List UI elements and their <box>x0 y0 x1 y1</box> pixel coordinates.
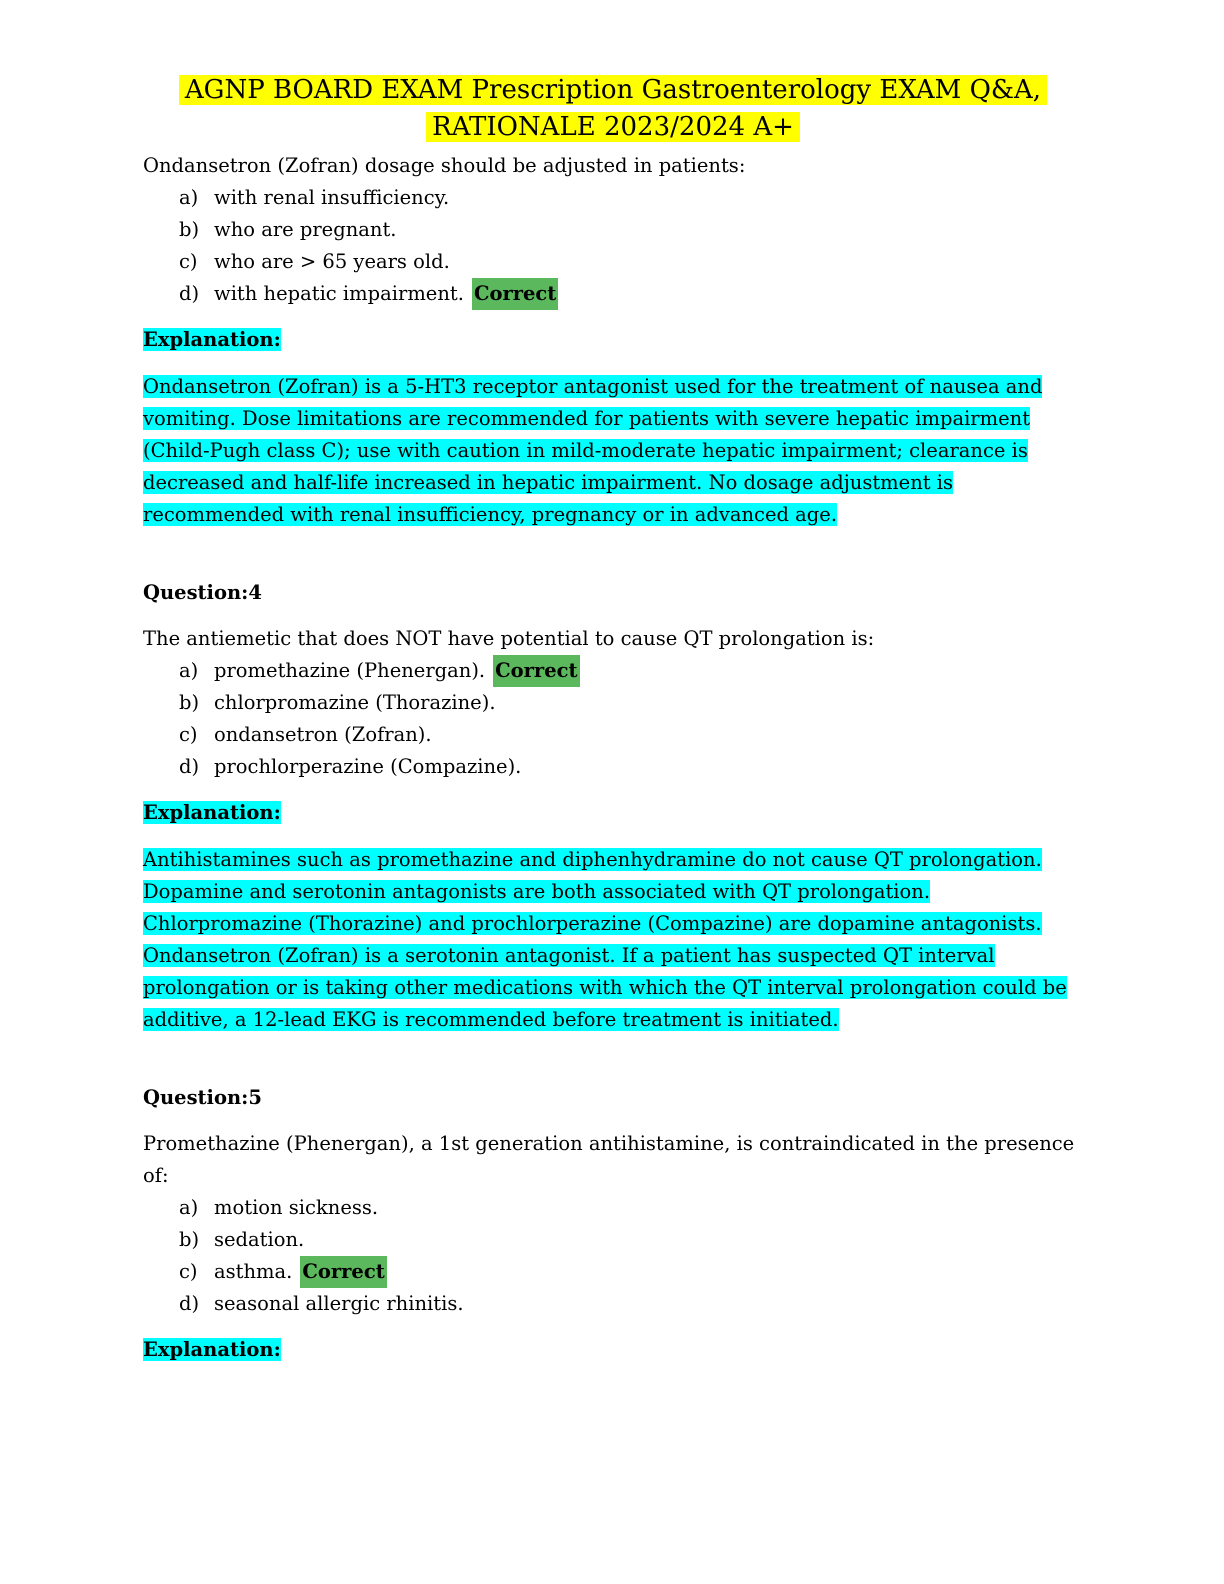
option-a <box>179 182 1083 214</box>
explanation-label <box>143 1334 1083 1366</box>
explanation-text <box>143 371 1083 531</box>
option-d <box>179 751 1083 783</box>
option-text: promethazine (Phenergan). <box>214 659 486 682</box>
explanation-body: Antihistamines such as promethazine and diphenhydramine do not cause QT prolongation. Dopamine and serotonin antagonists are both associated with QT prolongation. Chlorpromazine (Thorazine) and prochlorperazine (Compazine) are dopamine antagonists. Ondansetron (Zofran) is a serotonin antagonist. If a patient has suspected QT interval prolongation or is taking other medications with which the QT interval prolongation could be additive, a 12-lead EKG is recommended before treatment is initiated. <box>143 848 1067 1031</box>
explanation-label <box>143 324 1083 356</box>
correct-badge: Correct <box>493 655 579 687</box>
explanation-body: Ondansetron (Zofran) is a 5-HT3 receptor antagonist used for the treatment of nausea and vomiting. Dose limitations are recommended for patients with severe hepatic impairment (Child-Pugh class C); use with caution in mild-moderate hepatic impairment; clearance is decreased and half-life increased in hepatic impairment. No dosage adjustment is recommended with renal insufficiency, pregnancy or in advanced age. <box>143 375 1043 526</box>
correct-badge: Correct <box>472 278 558 310</box>
option-text: seasonal allergic rhinitis. <box>214 1292 464 1315</box>
option-text: with renal insufficiency. <box>214 186 450 209</box>
title-line-2: RATIONALE 2023/2024 A+ <box>426 112 800 142</box>
title-line-1: AGNP BOARD EXAM Prescription Gastroenterology EXAM Q&A, <box>179 75 1047 105</box>
option-b <box>179 1224 1083 1256</box>
question-text: Ondansetron (Zofran) dosage should be adjusted in patients: <box>143 154 746 177</box>
question-text: Promethazine (Phenergan), a 1st generation antihistamine, is contraindicated in the presence of: <box>143 1132 1075 1187</box>
answer-options <box>143 182 1083 310</box>
option-text: ondansetron (Zofran). <box>214 723 432 746</box>
option-letter: d) <box>179 1292 200 1315</box>
correct-badge: Correct <box>300 1256 386 1288</box>
option-text: who are pregnant. <box>214 218 397 241</box>
option-text: chlorpromazine (Thorazine). <box>214 691 496 714</box>
question-block-3 <box>143 150 1083 531</box>
option-letter: d) <box>179 282 200 305</box>
option-d <box>179 1288 1083 1320</box>
option-text: who are > 65 years old. <box>214 250 450 273</box>
question-text: The antiemetic that does NOT have potential to cause QT prolongation is: <box>143 627 875 650</box>
question-heading: Question:4 <box>143 581 262 604</box>
option-c <box>179 1256 1083 1288</box>
option-c <box>179 246 1083 278</box>
option-text: prochlorperazine (Compazine). <box>214 755 522 778</box>
explanation-label-text: Explanation: <box>143 801 281 824</box>
option-a <box>179 655 1083 687</box>
option-text: motion sickness. <box>214 1196 379 1219</box>
option-d <box>179 278 1083 310</box>
option-letter: d) <box>179 755 200 778</box>
question-block-4 <box>143 577 1083 1036</box>
option-letter: a) <box>179 1196 199 1219</box>
option-letter: c) <box>179 723 198 746</box>
option-letter: b) <box>179 1228 200 1251</box>
explanation-label-text: Explanation: <box>143 1338 281 1361</box>
option-letter: c) <box>179 1260 198 1283</box>
document-page <box>143 72 1083 1381</box>
option-a <box>179 1192 1083 1224</box>
option-letter: b) <box>179 218 200 241</box>
option-text: asthma. <box>214 1260 293 1283</box>
option-text: with hepatic impairment. <box>214 282 464 305</box>
option-letter: a) <box>179 659 199 682</box>
question-block-5 <box>143 1082 1083 1366</box>
option-b <box>179 687 1083 719</box>
option-text: sedation. <box>214 1228 305 1251</box>
option-letter: c) <box>179 250 198 273</box>
explanation-text <box>143 844 1083 1036</box>
option-letter: a) <box>179 186 199 209</box>
answer-options <box>143 1192 1083 1320</box>
answer-options <box>143 655 1083 783</box>
option-b <box>179 214 1083 246</box>
explanation-label <box>143 797 1083 829</box>
explanation-label-text: Explanation: <box>143 328 281 351</box>
option-letter: b) <box>179 691 200 714</box>
option-c <box>179 719 1083 751</box>
document-title <box>143 72 1083 146</box>
question-heading: Question:5 <box>143 1086 262 1109</box>
